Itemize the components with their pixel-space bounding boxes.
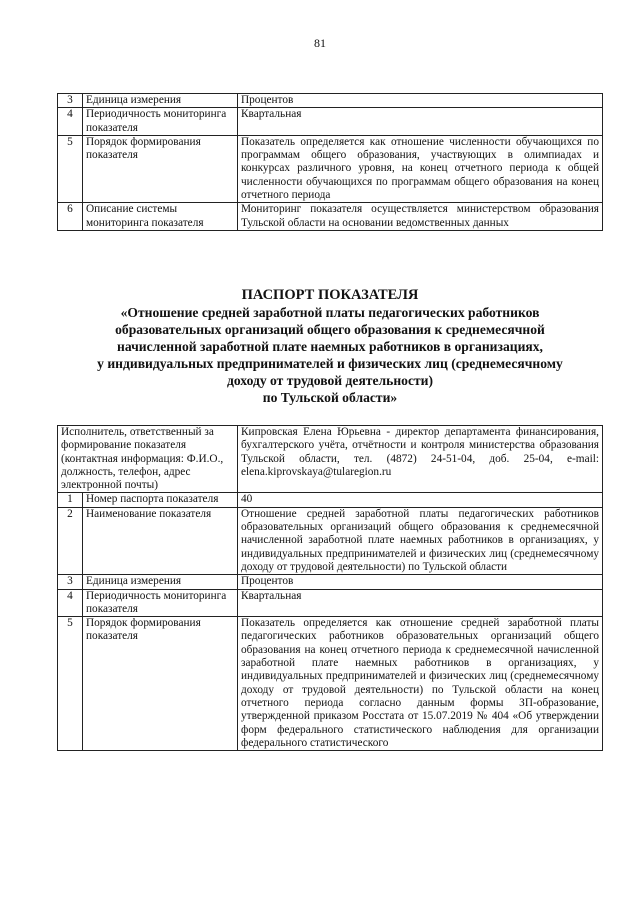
row-value: Мониторинг показателя осуществляется министерством образования Тульской области на основании ведомственных данных [238, 203, 603, 231]
passport-heading: ПАСПОРТ ПОКАЗАТЕЛЯ [241, 287, 419, 303]
row-label: Порядок формирования показателя [83, 135, 238, 202]
row-value: Квартальная [238, 589, 603, 617]
table-row [58, 589, 603, 617]
indicator-table-continued [57, 93, 603, 231]
row-number: 4 [58, 589, 83, 617]
row-label: Периодичность мониторинга показателя [83, 589, 238, 617]
row-label: Порядок формирования показателя [83, 617, 238, 751]
row-label: Номер паспорта показателя [83, 493, 238, 507]
table-row [58, 617, 603, 751]
row-number: 5 [58, 135, 83, 202]
table-row [58, 135, 603, 202]
row-number: 3 [58, 575, 83, 589]
row-number: 6 [58, 203, 83, 231]
row-label: Наименование показателя [83, 507, 238, 574]
row-value: 40 [238, 493, 603, 507]
row-value: Процентов [238, 575, 603, 589]
executor-value: Кипровская Елена Юрьевна - директор департамента финансирования, бухгалтерского учёта, отчётности и контроля министерства образования Тульской области, тел. (4872) 24-51-04, доб. 25-04, e-mail: elena.kiprovskaya@tularegion.ru [238, 426, 603, 493]
row-value: Показатель определяется как отношение численности обучающихся по программам общего образования, участвующих в олимпиадах и конкурсах различного уровня, на конец отчетного периода к общей численности обучающихся по программам общего образования на конец отчетного периода [238, 135, 603, 202]
row-number: 2 [58, 507, 83, 574]
table-row-executor [58, 426, 603, 493]
passport-title-block [40, 287, 620, 406]
row-number: 1 [58, 493, 83, 507]
table-row [58, 507, 603, 574]
page-number: 81 [314, 36, 326, 50]
passport-subtitle: «Отношение средней заработной платы педагогических работников образовательных организаций общего образования к среднемесячной начисленной заработной плате наемных работников в организациях, у индивидуальных предпринимателей и физических лиц (среднемесячному доходу от трудовой деятельности) по Тульской области» [97, 305, 563, 405]
row-value: Процентов [238, 94, 603, 108]
table-row [58, 493, 603, 507]
row-number: 4 [58, 108, 83, 136]
row-value: Квартальная [238, 108, 603, 136]
row-label: Единица измерения [83, 94, 238, 108]
row-value: Отношение средней заработной платы педагогических работников образовательных организаций общего образования к среднемесячной начисленной заработной плате наемных работников в организациях, у индивидуальных предпринимателей и физических лиц (среднемесячному доходу от трудовой деятельности) по Тульской области [238, 507, 603, 574]
table-row [58, 575, 603, 589]
row-label: Описание системы мониторинга показателя [83, 203, 238, 231]
row-label: Периодичность мониторинга показателя [83, 108, 238, 136]
table-row [58, 108, 603, 136]
row-label: Единица измерения [83, 575, 238, 589]
indicator-passport-table [57, 425, 603, 751]
row-number: 3 [58, 94, 83, 108]
row-value: Показатель определяется как отношение средней заработной платы педагогических работников образовательных организаций общего образования на конец отчетного периода к среднемесячной начисленной заработной плате наемных работников в организациях, у индивидуальных предпринимателей и физических лиц (среднемесячному доходу от трудовой деятельности) по Тульской области на конец отчетного периода согласно данным формы ЗП-образование, утвержденной приказом Росстата от 15.07.2019 № 404 «Об утверждении форм федерального статистического наблюдения для организации федерального статистического [238, 617, 603, 751]
table-row [58, 203, 603, 231]
table-row [58, 94, 603, 108]
row-number: 5 [58, 617, 83, 751]
executor-label: Исполнитель, ответственный за формирование показателя (контактная информация: Ф.И.О., должность, телефон, адрес электронной почты) [58, 426, 238, 493]
